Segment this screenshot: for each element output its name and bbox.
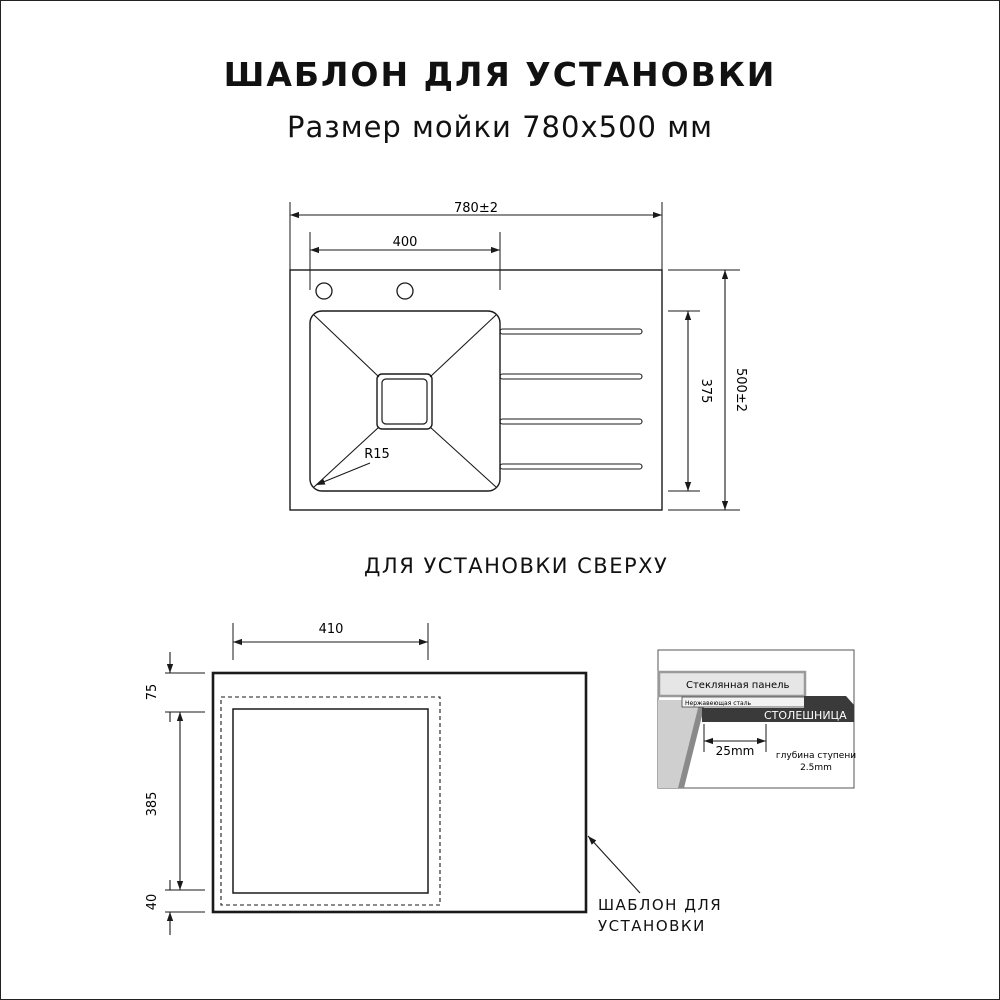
dim-40-label: 40 — [145, 893, 160, 911]
countertop-label: СТОЛЕШНИЦА — [764, 709, 847, 722]
page-title: ШАБЛОН ДЛЯ УСТАНОВКИ — [223, 55, 777, 94]
bowl-diagonal-tr — [430, 315, 496, 377]
template-caption-line1: ШАБЛОН ДЛЯ — [598, 896, 723, 914]
drain-outer — [377, 374, 432, 429]
bowl-diagonal-br — [430, 427, 496, 487]
cutout-outline — [233, 709, 428, 893]
top-view — [290, 202, 740, 510]
dim-height-label: 500±2 — [733, 368, 748, 412]
dim-75-label: 75 — [145, 683, 160, 701]
glass-panel-label: Стеклянная панель — [686, 680, 790, 691]
steel-label: Нержавеющая сталь — [685, 700, 752, 707]
radius-label: R15 — [364, 447, 390, 462]
dim-385-label: 385 — [145, 791, 160, 817]
drain-inner — [382, 379, 427, 424]
bowl-diagonal-tl — [314, 315, 379, 377]
section-heading: ДЛЯ УСТАНОВКИ СВЕРХУ — [364, 554, 669, 578]
drainboard-groove-1 — [500, 329, 642, 334]
page-subtitle: Размер мойки 780х500 мм — [287, 110, 713, 144]
dim-width-label: 780±2 — [454, 201, 498, 216]
dim-25-label: 25mm — [715, 744, 755, 758]
template-dashed-outline — [221, 697, 440, 905]
tap-hole-2 — [397, 283, 413, 299]
step-depth-label-line1: глубина ступени — [775, 751, 857, 761]
sink-outline — [290, 270, 662, 510]
template-view — [165, 623, 640, 935]
dim-410-label: 410 — [318, 622, 344, 637]
tap-hole-1 — [316, 283, 332, 299]
drainboard-groove-2 — [500, 374, 642, 379]
radius-leader — [316, 463, 370, 485]
template-caption-line2: УСТАНОВКИ — [598, 917, 706, 935]
step-depth-label-line2: 2.5mm — [800, 763, 832, 773]
dim-bowl-width-label: 400 — [392, 235, 418, 250]
dim-375-label: 375 — [698, 378, 713, 404]
drainboard-groove-3 — [500, 419, 642, 424]
template-leader — [588, 836, 640, 893]
drainboard-groove-4 — [500, 464, 642, 469]
